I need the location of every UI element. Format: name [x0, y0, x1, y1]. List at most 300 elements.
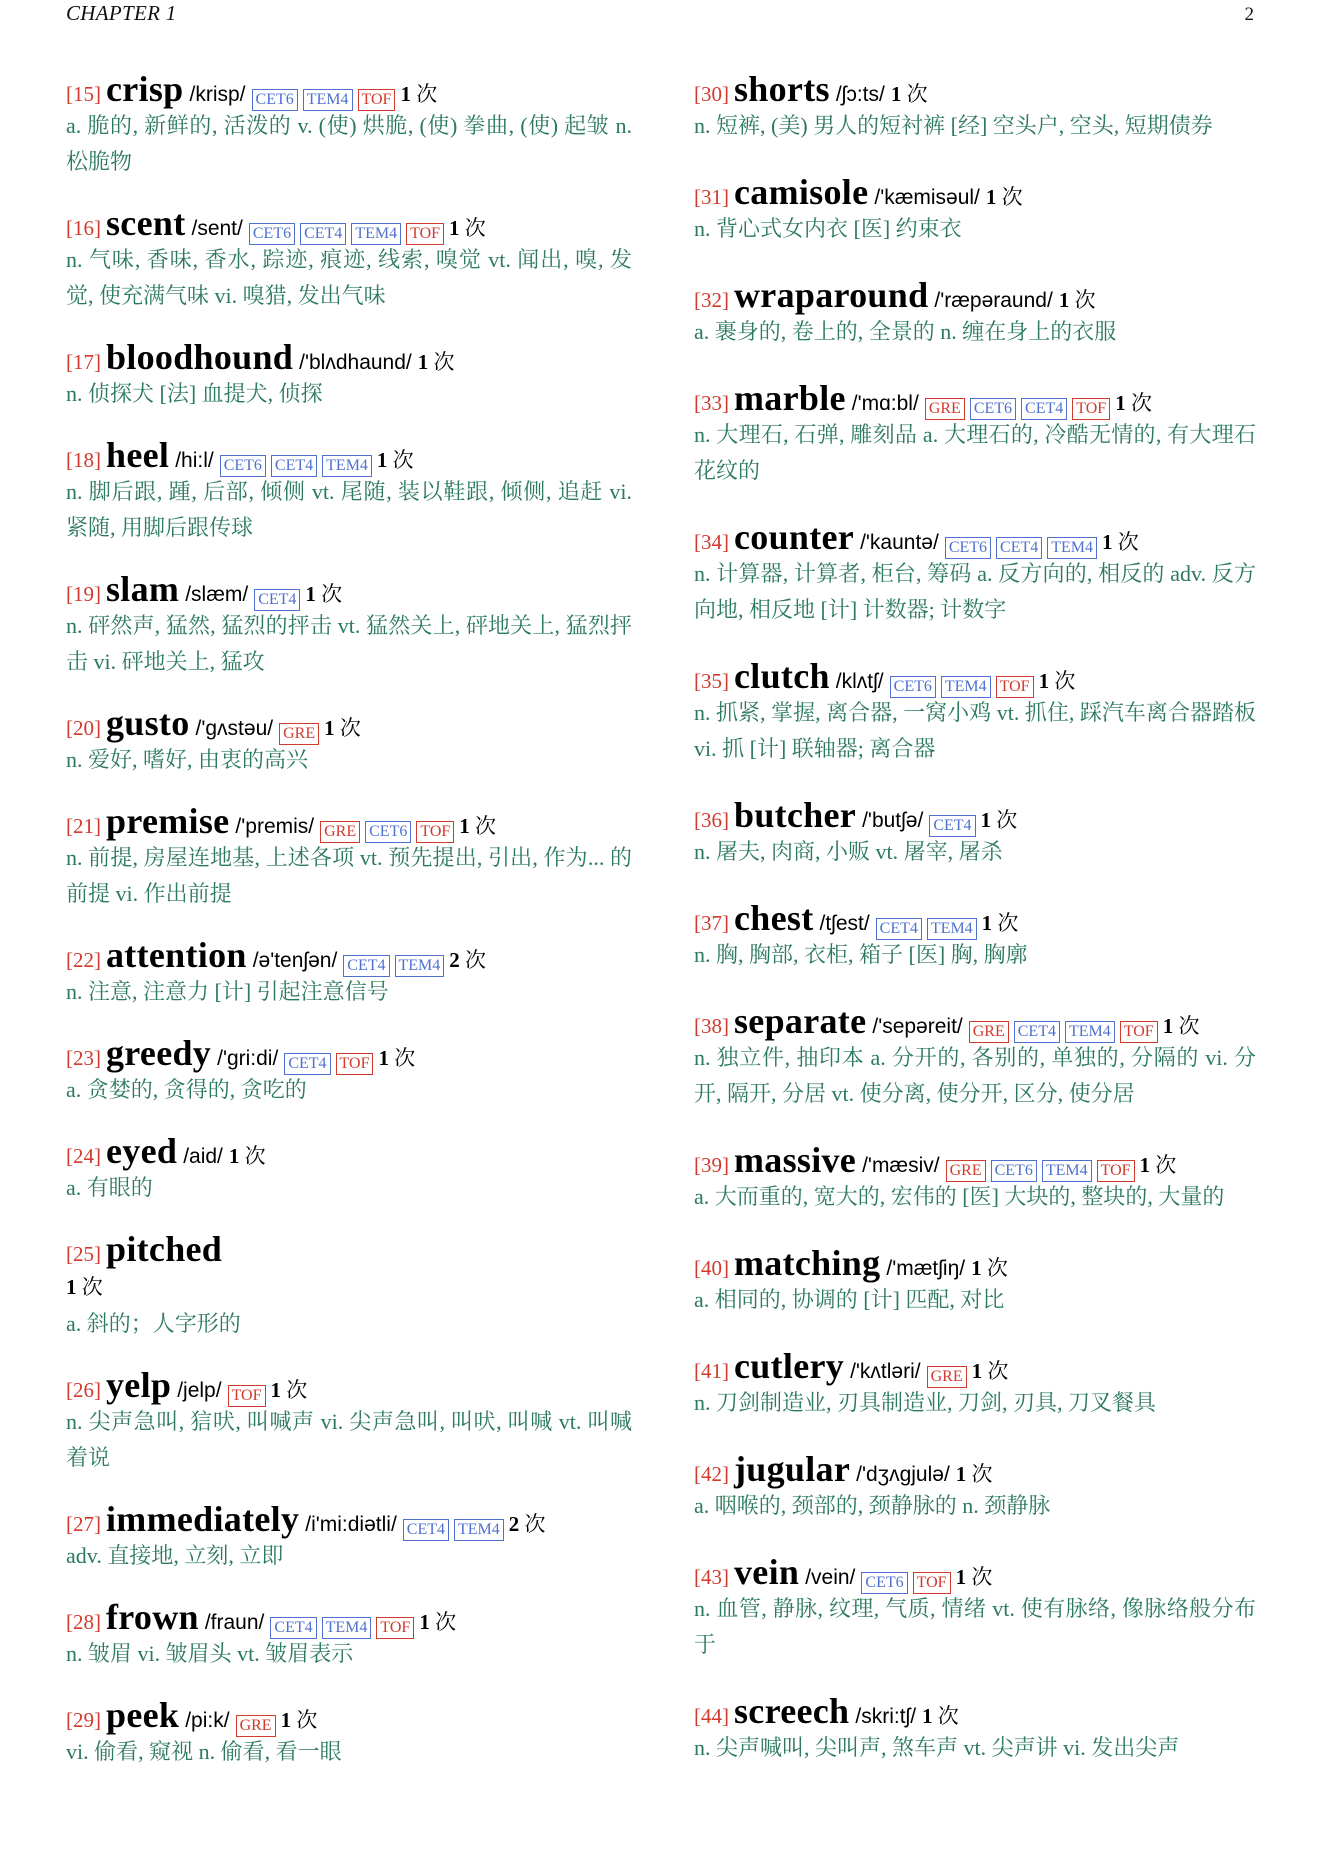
count-number: 1 [971, 1359, 983, 1383]
phonetic: /ʃɔ:ts/ [835, 83, 885, 106]
entry-index: [15] [66, 82, 101, 106]
entry-headline [66, 936, 632, 974]
entry-index: [44] [694, 1704, 729, 1728]
occurrence-count [66, 1268, 632, 1306]
exam-tag-tof: TOF [358, 89, 396, 111]
count-unit: 次 [244, 1144, 266, 1168]
count-number: 2 [508, 1512, 520, 1536]
entry-index: [31] [694, 185, 729, 209]
count-number: 1 [228, 1144, 240, 1168]
word-entry [66, 802, 632, 912]
occurrence-count [986, 185, 1023, 209]
word-entry [66, 1696, 632, 1770]
phonetic: /fraun/ [204, 1611, 265, 1634]
phonetic: /sent/ [191, 217, 243, 240]
word-entry [694, 518, 1256, 628]
exam-tag-cet4: CET4 [254, 589, 300, 611]
phonetic: /hi:l/ [175, 449, 214, 472]
entry-index: [29] [66, 1708, 101, 1732]
word-entry [694, 796, 1256, 870]
occurrence-count [449, 216, 486, 240]
headword: eyed [106, 1131, 178, 1171]
phonetic: /pi:k/ [185, 1709, 230, 1732]
count-number: 1 [955, 1462, 967, 1486]
word-entry [66, 704, 632, 778]
entry-headline [66, 204, 632, 242]
exam-tag-tof: TOF [1072, 398, 1110, 420]
entry-index: [37] [694, 911, 729, 935]
definition: a. 大而重的, 宽大的, 宏伟的 [医] 大块的, 整块的, 大量的 [694, 1184, 1225, 1209]
entry-headline [66, 338, 632, 376]
definition: n. 皱眉 vi. 皱眉头 vt. 皱眉表示 [66, 1641, 354, 1666]
count-unit: 次 [286, 1378, 308, 1402]
word-entry [694, 1450, 1256, 1524]
headword: greedy [106, 1033, 212, 1073]
count-unit: 次 [937, 1704, 959, 1728]
count-unit: 次 [906, 82, 928, 106]
entry-headline [66, 704, 632, 742]
count-unit: 次 [971, 1565, 993, 1589]
entry-headline [66, 1696, 632, 1734]
headword: cutlery [734, 1346, 845, 1386]
occurrence-count [1059, 288, 1096, 312]
definition: n. 尖声喊叫, 尖叫声, 煞车声 vt. 尖声讲 vi. 发出尖声 [694, 1735, 1180, 1760]
entry-index: [22] [66, 948, 101, 972]
right-column [694, 70, 1256, 1795]
exam-tag-cet6: CET6 [991, 1160, 1037, 1182]
exam-tag-tem4: TEM4 [927, 918, 977, 940]
exam-tag-cet4: CET4 [284, 1053, 330, 1075]
count-unit: 次 [394, 1046, 416, 1070]
entry-index: [40] [694, 1256, 729, 1280]
entry-headline [694, 1692, 1256, 1730]
entry-index: [41] [694, 1359, 729, 1383]
phonetic: /'kæmisəul/ [874, 186, 980, 209]
entry-index: [24] [66, 1144, 101, 1168]
headword: matching [734, 1243, 881, 1283]
entry-headline [66, 802, 632, 840]
count-number: 1 [378, 1046, 389, 1070]
count-number: 1 [1115, 391, 1126, 415]
exam-tag-tof: TOF [416, 821, 454, 843]
count-number: 2 [449, 948, 460, 972]
entry-index: [43] [694, 1565, 729, 1589]
exam-tag-cet4: CET4 [343, 955, 389, 977]
definition: n. 爱好, 嗜好, 由衷的高兴 [66, 747, 309, 772]
exam-tag-cet4: CET4 [403, 1519, 449, 1541]
phonetic: /'butʃə/ [862, 809, 924, 832]
count-number: 1 [981, 911, 993, 935]
entry-index: [20] [66, 716, 101, 740]
count-unit: 次 [986, 1256, 1008, 1280]
count-number: 1 [459, 814, 470, 838]
word-entry [66, 1500, 632, 1574]
count-unit: 次 [1178, 1014, 1200, 1038]
definition: n. 刀剑制造业, 刃具制造业, 刀剑, 刃具, 刀叉餐具 [694, 1390, 1157, 1415]
entry-headline [694, 1002, 1256, 1040]
count-number: 1 [1102, 530, 1113, 554]
definition: n. 侦探犬 [法] 血提犬, 侦探 [66, 381, 323, 406]
headword: camisole [734, 172, 869, 212]
exam-tag-cet6: CET6 [890, 676, 936, 698]
entry-index: [21] [66, 814, 101, 838]
count-number: 1 [400, 82, 411, 106]
entry-headline [694, 1244, 1256, 1282]
exam-tag-tof: TOF [913, 1572, 951, 1594]
word-entry [66, 204, 632, 314]
count-unit: 次 [321, 582, 343, 606]
definition: adv. 直接地, 立刻, 立即 [66, 1543, 284, 1568]
entry-headline [66, 1500, 632, 1538]
count-number: 1 [971, 1256, 982, 1280]
entry-index: [35] [694, 669, 729, 693]
occurrence-count [418, 350, 455, 374]
occurrence-count [305, 582, 342, 606]
phonetic: /'sepəreit/ [872, 1015, 963, 1038]
definition: vi. 偷看, 窥视 n. 偷看, 看一眼 [66, 1739, 342, 1764]
entry-index: [26] [66, 1378, 101, 1402]
word-entry [66, 1132, 632, 1206]
exam-tag-gre: GRE [236, 1715, 276, 1737]
count-unit: 次 [996, 808, 1018, 832]
count-unit: 次 [987, 1359, 1009, 1383]
headword: massive [734, 1140, 857, 1180]
count-number: 1 [985, 185, 997, 209]
entry-index: [23] [66, 1046, 101, 1070]
phonetic: /ə'tenʃən/ [252, 949, 338, 972]
word-entry [66, 1598, 632, 1672]
phonetic: /aid/ [183, 1145, 223, 1168]
headword: scent [106, 203, 186, 243]
entry-headline [66, 70, 632, 108]
count-unit: 次 [81, 1275, 103, 1299]
headword: butcher [734, 795, 857, 835]
definition: n. 气味, 香味, 香水, 踪迹, 痕迹, 线索, 嗅觉 vt. 闻出, 嗅, 发觉, 使充满气味 vi. 嗅猎, 发出气味 [66, 247, 632, 308]
exam-tag-cet6: CET6 [945, 537, 991, 559]
left-column [66, 70, 632, 1794]
entry-headline [694, 379, 1256, 417]
word-entry [694, 70, 1256, 144]
exam-tag-tof: TOF [376, 1617, 414, 1639]
exam-tag-tem4: TEM4 [395, 955, 445, 977]
count-number: 1 [449, 216, 460, 240]
headword: attention [106, 935, 247, 975]
count-unit: 次 [1054, 669, 1076, 693]
phonetic: /'gri:di/ [217, 1047, 279, 1070]
word-entry [66, 436, 632, 546]
phonetic: /'blʌdhaund/ [299, 351, 412, 374]
entry-headline [694, 1553, 1256, 1591]
entry-index: [19] [66, 582, 101, 606]
headword: vein [734, 1552, 800, 1592]
headword: heel [106, 435, 170, 475]
entry-index: [18] [66, 448, 101, 472]
count-unit: 次 [339, 716, 361, 740]
phonetic: /'premis/ [235, 815, 315, 838]
occurrence-count [419, 1610, 456, 1634]
occurrence-count [1115, 391, 1152, 415]
headword: premise [106, 801, 230, 841]
count-number: 1 [417, 350, 429, 374]
word-entry [66, 936, 632, 1010]
entry-index: [27] [66, 1512, 101, 1536]
exam-tag-tof: TOF [228, 1385, 266, 1407]
headword: jugular [734, 1449, 851, 1489]
chapter-heading: CHAPTER 1 [66, 1, 177, 25]
exam-tag-cet6: CET6 [970, 398, 1016, 420]
exam-tag-cet6: CET6 [249, 223, 295, 245]
phonetic: /'mætʃiŋ/ [886, 1257, 966, 1280]
exam-tag-tem4: TEM4 [322, 1617, 372, 1639]
word-entry [66, 1366, 632, 1476]
count-unit: 次 [464, 216, 486, 240]
headword: yelp [106, 1365, 172, 1405]
occurrence-count [400, 82, 437, 106]
count-number: 1 [1038, 669, 1050, 693]
occurrence-count [982, 911, 1019, 935]
count-unit: 次 [435, 1610, 457, 1634]
definition: a. 相同的, 协调的 [计] 匹配, 对比 [694, 1287, 1005, 1312]
exam-tag-tem4: TEM4 [941, 676, 991, 698]
count-number: 1 [270, 1378, 281, 1402]
occurrence-count [1163, 1014, 1200, 1038]
definition: a. 有眼的 [66, 1175, 153, 1200]
phonetic: /'kauntə/ [860, 531, 939, 554]
count-number: 1 [66, 1275, 77, 1299]
entry-headline [66, 1230, 632, 1268]
entry-headline [694, 518, 1256, 556]
word-entry [694, 1002, 1256, 1112]
occurrence-count [981, 808, 1018, 832]
exam-tag-tem4: TEM4 [1065, 1021, 1115, 1043]
count-number: 1 [1139, 1153, 1151, 1177]
headword: pitched [106, 1229, 223, 1269]
entry-headline [694, 657, 1256, 695]
exam-tag-cet6: CET6 [861, 1572, 907, 1594]
phonetic: /tʃest/ [819, 912, 870, 935]
count-unit: 次 [433, 350, 455, 374]
phonetic: /krisp/ [189, 83, 246, 106]
definition: n. 独立件, 抽印本 a. 分开的, 各别的, 单独的, 分隔的 vi. 分开, 隔开, 分居 vt. 使分离, 使分开, 区分, 使分居 [694, 1045, 1256, 1106]
count-number: 1 [922, 1704, 933, 1728]
definition: n. 砰然声, 猛然, 猛烈的抨击 vt. 猛然关上, 砰地关上, 猛烈抨击 vi. 砰地关上, 猛攻 [66, 613, 632, 674]
exam-tag-cet4: CET4 [1014, 1021, 1060, 1043]
phonetic: /'ræpəraund/ [934, 289, 1053, 312]
count-number: 1 [980, 808, 992, 832]
page-number: 2 [1244, 4, 1254, 25]
definition: n. 大理石, 石弹, 雕刻品 a. 大理石的, 冷酷无情的, 有大理石花纹的 [694, 422, 1256, 483]
exam-tag-gre: GRE [279, 723, 319, 745]
entry-index: [39] [694, 1153, 729, 1177]
phonetic: /'gʌstəu/ [195, 717, 274, 740]
headword: counter [734, 517, 855, 557]
definition: n. 背心式女内衣 [医] 约束衣 [694, 216, 962, 241]
occurrence-count [1102, 530, 1139, 554]
exam-tag-tem4: TEM4 [322, 455, 372, 477]
exam-tag-tof: TOF [1097, 1160, 1135, 1182]
definition: n. 前提, 房屋连地基, 上述各项 vt. 预先提出, 引出, 作为... 的前提 vi. 作出前提 [66, 845, 632, 906]
word-entry [66, 1230, 632, 1342]
count-number: 1 [1162, 1014, 1174, 1038]
count-unit: 次 [971, 1462, 993, 1486]
headword: chest [734, 898, 814, 938]
entry-headline [694, 70, 1256, 108]
exam-tag-tem4: TEM4 [351, 223, 401, 245]
word-entry [694, 173, 1256, 247]
exam-tag-cet4: CET4 [929, 815, 975, 837]
count-unit: 次 [1155, 1153, 1177, 1177]
headword: shorts [734, 69, 830, 109]
word-entry [694, 899, 1256, 973]
count-unit: 次 [392, 448, 414, 472]
phonetic: /'kʌtləri/ [850, 1360, 921, 1383]
occurrence-count [956, 1462, 993, 1486]
entry-headline [66, 436, 632, 474]
word-entry [66, 1034, 632, 1108]
exam-tag-gre: GRE [320, 821, 360, 843]
headword: bloodhound [106, 337, 294, 377]
word-entry [694, 1692, 1256, 1766]
phonetic: /skri:tʃ/ [855, 1705, 917, 1728]
word-entry [694, 379, 1256, 489]
occurrence-count [449, 948, 486, 972]
entry-index: [30] [694, 82, 729, 106]
definition: n. 计算器, 计算者, 柜台, 筹码 a. 反方向的, 相反的 adv. 反方向地, 相反地 [计] 计数器; 计数字 [694, 561, 1256, 622]
exam-tag-cet4: CET4 [996, 537, 1042, 559]
definition: a. 裹身的, 卷上的, 全景的 n. 缠在身上的衣服 [694, 319, 1117, 344]
headword: peek [106, 1695, 180, 1735]
phonetic: /klʌtʃ/ [835, 670, 884, 693]
entry-headline [66, 1034, 632, 1072]
word-entry [66, 338, 632, 412]
definition: n. 血管, 静脉, 纹理, 气质, 情绪 vt. 使有脉络, 像脉络般分布于 [694, 1596, 1256, 1657]
exam-tag-cet6: CET6 [365, 821, 411, 843]
headword: screech [734, 1691, 850, 1731]
exam-tag-tem4: TEM4 [303, 89, 353, 111]
entry-headline [66, 1132, 632, 1170]
exam-tag-cet4: CET4 [1021, 398, 1067, 420]
occurrence-count [956, 1565, 993, 1589]
exam-tag-tem4: TEM4 [454, 1519, 504, 1541]
exam-tag-tem4: TEM4 [1047, 537, 1097, 559]
entry-index: [16] [66, 216, 101, 240]
phonetic: /'mæsiv/ [862, 1154, 940, 1177]
exam-tag-gre: GRE [969, 1021, 1009, 1043]
exam-tag-gre: GRE [927, 1366, 967, 1388]
word-entry [694, 276, 1256, 350]
count-number: 1 [376, 448, 388, 472]
phonetic: /'mɑ:bl/ [851, 392, 919, 415]
definition: n. 屠夫, 肉商, 小贩 vt. 屠宰, 屠杀 [694, 839, 1003, 864]
count-unit: 次 [997, 911, 1019, 935]
occurrence-count [229, 1144, 266, 1168]
occurrence-count [509, 1512, 546, 1536]
entry-index: [17] [66, 350, 101, 374]
count-number: 1 [955, 1565, 967, 1589]
count-unit: 次 [1074, 288, 1096, 312]
entry-index: [33] [694, 391, 729, 415]
entry-index: [34] [694, 530, 729, 554]
count-unit: 次 [1117, 530, 1139, 554]
word-entry [694, 1347, 1256, 1421]
definition: n. 尖声急叫, 狺吠, 叫喊声 vi. 尖声急叫, 叫吠, 叫喊 vt. 叫喊着说 [66, 1409, 632, 1470]
count-unit: 次 [524, 1512, 546, 1536]
definition: n. 抓紧, 掌握, 离合器, 一窝小鸡 vt. 抓住, 踩汽车离合器踏板 vi. 抓 [计] 联轴器; 离合器 [694, 700, 1256, 761]
occurrence-count [459, 814, 496, 838]
exam-tag-tof: TOF [996, 676, 1034, 698]
definition: n. 胸, 胸部, 衣柜, 箱子 [医] 胸, 胸廓 [694, 942, 1028, 967]
word-entry [66, 570, 632, 680]
phonetic: /vein/ [805, 1566, 856, 1589]
entry-index: [36] [694, 808, 729, 832]
count-unit: 次 [296, 1708, 318, 1732]
entry-index: [32] [694, 288, 729, 312]
entry-headline [694, 276, 1256, 314]
occurrence-count [281, 1708, 318, 1732]
exam-tag-tem4: TEM4 [1042, 1160, 1092, 1182]
exam-tag-cet4: CET4 [271, 455, 317, 477]
phonetic: /i'mi:diətli/ [305, 1513, 397, 1536]
entry-index: [25] [66, 1242, 101, 1266]
entry-headline [694, 899, 1256, 937]
phonetic: /jelp/ [177, 1379, 222, 1402]
word-entry [694, 1553, 1256, 1663]
count-unit: 次 [475, 814, 497, 838]
entry-index: [38] [694, 1014, 729, 1038]
entry-headline [694, 173, 1256, 211]
headword: immediately [106, 1499, 300, 1539]
count-number: 1 [305, 582, 316, 606]
exam-tag-gre: GRE [925, 398, 965, 420]
phonetic: /slæm/ [185, 583, 249, 606]
exam-tag-cet6: CET6 [220, 455, 266, 477]
headword: wraparound [734, 275, 929, 315]
entry-headline [694, 1141, 1256, 1179]
headword: frown [106, 1597, 199, 1637]
count-number: 1 [419, 1610, 430, 1634]
exam-tag-tof: TOF [406, 223, 444, 245]
exam-tag-cet6: CET6 [252, 89, 298, 111]
headword: clutch [734, 656, 830, 696]
entry-headline [66, 1598, 632, 1636]
headword: marble [734, 378, 846, 418]
occurrence-count [271, 1378, 308, 1402]
count-unit: 次 [1130, 391, 1152, 415]
exam-tag-cet4: CET4 [876, 918, 922, 940]
entry-headline [694, 1347, 1256, 1385]
entry-headline [66, 1366, 632, 1404]
occurrence-count [1039, 669, 1076, 693]
word-entry [694, 1141, 1256, 1215]
count-unit: 次 [416, 82, 438, 106]
definition: n. 短裤, (美) 男人的短衬裤 [经] 空头户, 空头, 短期债券 [694, 113, 1213, 138]
entry-headline [694, 796, 1256, 834]
entry-headline [694, 1450, 1256, 1488]
definition: a. 贪婪的, 贪得的, 贪吃的 [66, 1077, 307, 1102]
count-number: 1 [1058, 288, 1070, 312]
definition: a. 斜的；人字形的 [66, 1311, 241, 1336]
count-unit: 次 [1001, 185, 1023, 209]
exam-tag-cet4: CET4 [270, 1617, 316, 1639]
word-entry [66, 70, 632, 180]
occurrence-count [891, 82, 928, 106]
headword: slam [106, 569, 180, 609]
occurrence-count [922, 1704, 959, 1728]
headword: gusto [106, 703, 190, 743]
entry-headline [66, 570, 632, 608]
occurrence-count [378, 1046, 415, 1070]
count-number: 1 [890, 82, 902, 106]
